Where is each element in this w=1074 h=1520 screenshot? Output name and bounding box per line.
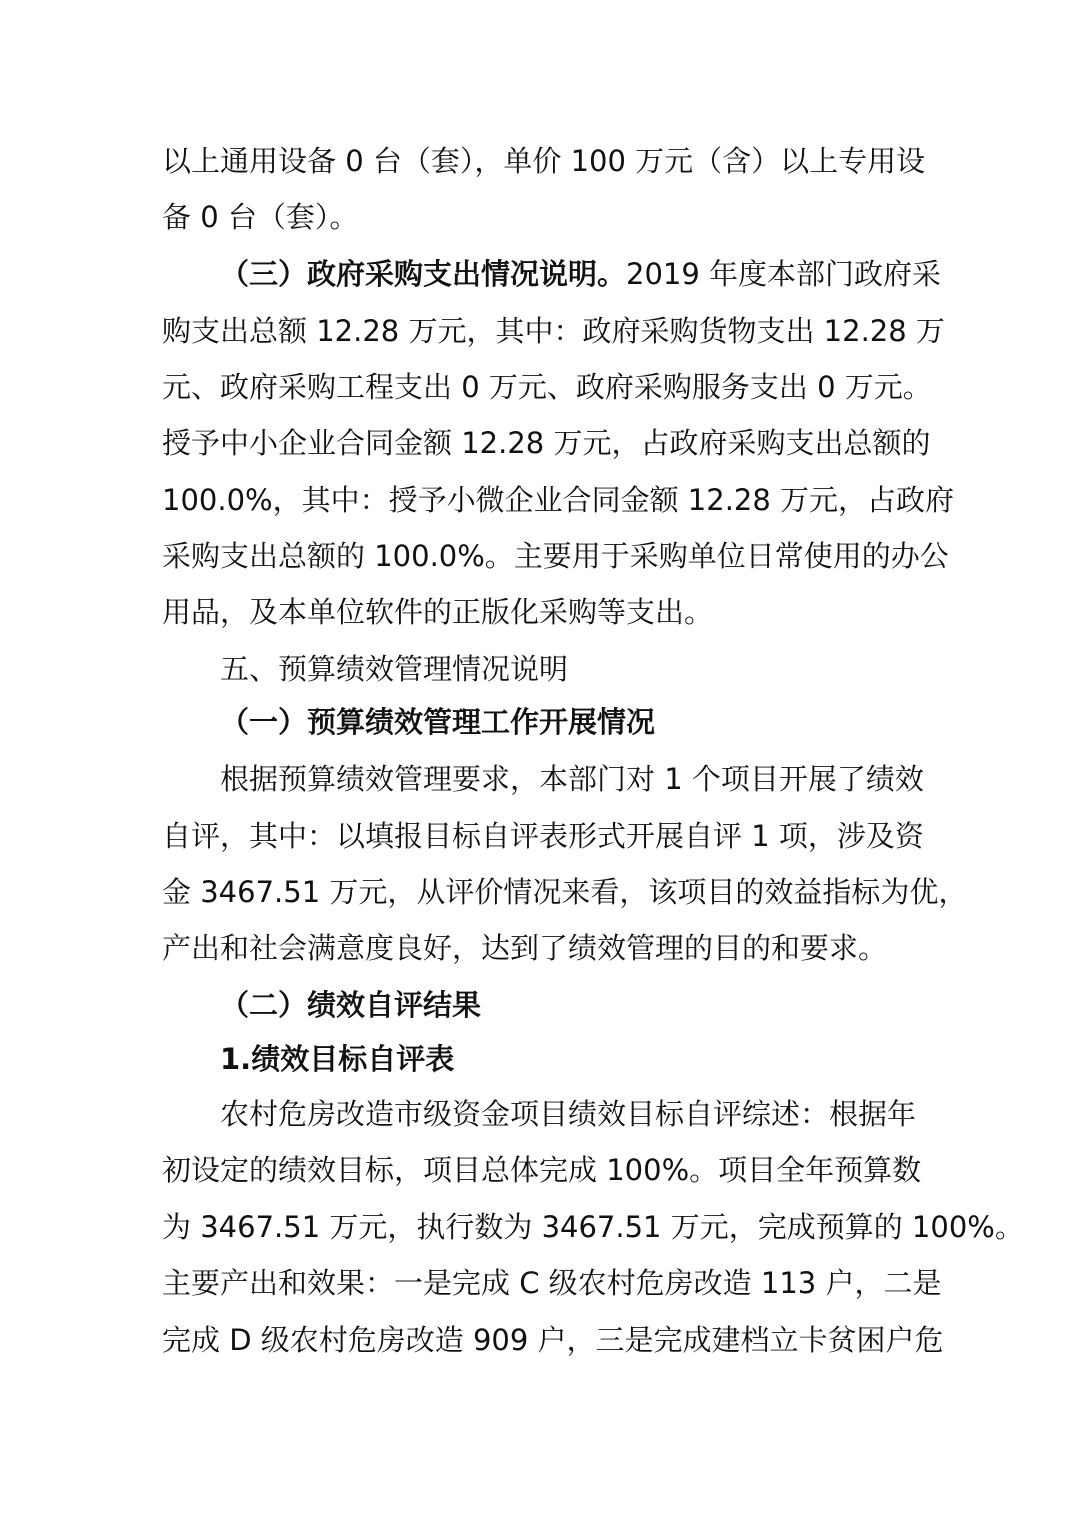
paragraph-line: 采购支出总额的 100.0%。主要用于采购单位日常使用的办公 — [162, 539, 949, 573]
paragraph-line: 为 3467.51 万元，执行数为 3467.51 万元，完成预算的 100%。 — [162, 1210, 1024, 1244]
paragraph-line: 备 0 台（套）。 — [162, 200, 359, 234]
paragraph-line: 授予中小企业合同金额 12.28 万元，占政府采购支出总额的 — [162, 426, 931, 460]
paragraph-line: 以上通用设备 0 台（套），单价 100 万元（含）以上专用设 — [162, 144, 926, 178]
paragraph-line: 根据预算绩效管理要求，本部门对 1 个项目开展了绩效 — [220, 762, 924, 796]
paragraph-line: 农村危房改造市级资金项目绩效目标自评综述：根据年 — [220, 1097, 917, 1131]
paragraph-line: 元、政府采购工程支出 0 万元、政府采购服务支出 0 万元。 — [162, 370, 932, 404]
section-3-line — [220, 254, 942, 294]
subsection-heading: 1.绩效目标自评表 — [220, 1042, 455, 1076]
paragraph-line: 完成 D 级农村危房改造 909 户，三是完成建档立卡贫困户危 — [162, 1323, 944, 1357]
paragraph-line: 金 3467.51 万元，从评价情况来看，该项目的效益指标为优， — [162, 875, 968, 909]
paragraph-line: 自评，其中：以填报目标自评表形式开展自评 1 项，涉及资 — [162, 819, 924, 853]
paragraph-line: 主要产出和效果：一是完成 C 级农村危房改造 113 户，二是 — [162, 1266, 942, 1300]
paragraph-line: 产出和社会满意度良好，达到了绩效管理的目的和要求。 — [162, 931, 888, 965]
subsection-heading: （二）绩效自评结果 — [220, 988, 482, 1022]
paragraph-line: 100.0%，其中：授予小微企业合同金额 12.28 万元，占政府 — [162, 483, 955, 517]
subsection-heading: （一）预算绩效管理工作开展情况 — [220, 705, 656, 739]
section-3-text: 2019 年度本部门政府采 — [626, 257, 942, 291]
section-heading: 五、预算绩效管理情况说明 — [220, 652, 569, 686]
section-3-heading: （三）政府采购支出情况说明。 — [220, 257, 627, 291]
paragraph-line: 初设定的绩效目标，项目总体完成 100%。项目全年预算数 — [162, 1153, 922, 1187]
paragraph-line: 用品，及本单位软件的正版化采购等支出。 — [162, 595, 714, 629]
paragraph-line: 购支出总额 12.28 万元，其中：政府采购货物支出 12.28 万 — [162, 314, 945, 348]
